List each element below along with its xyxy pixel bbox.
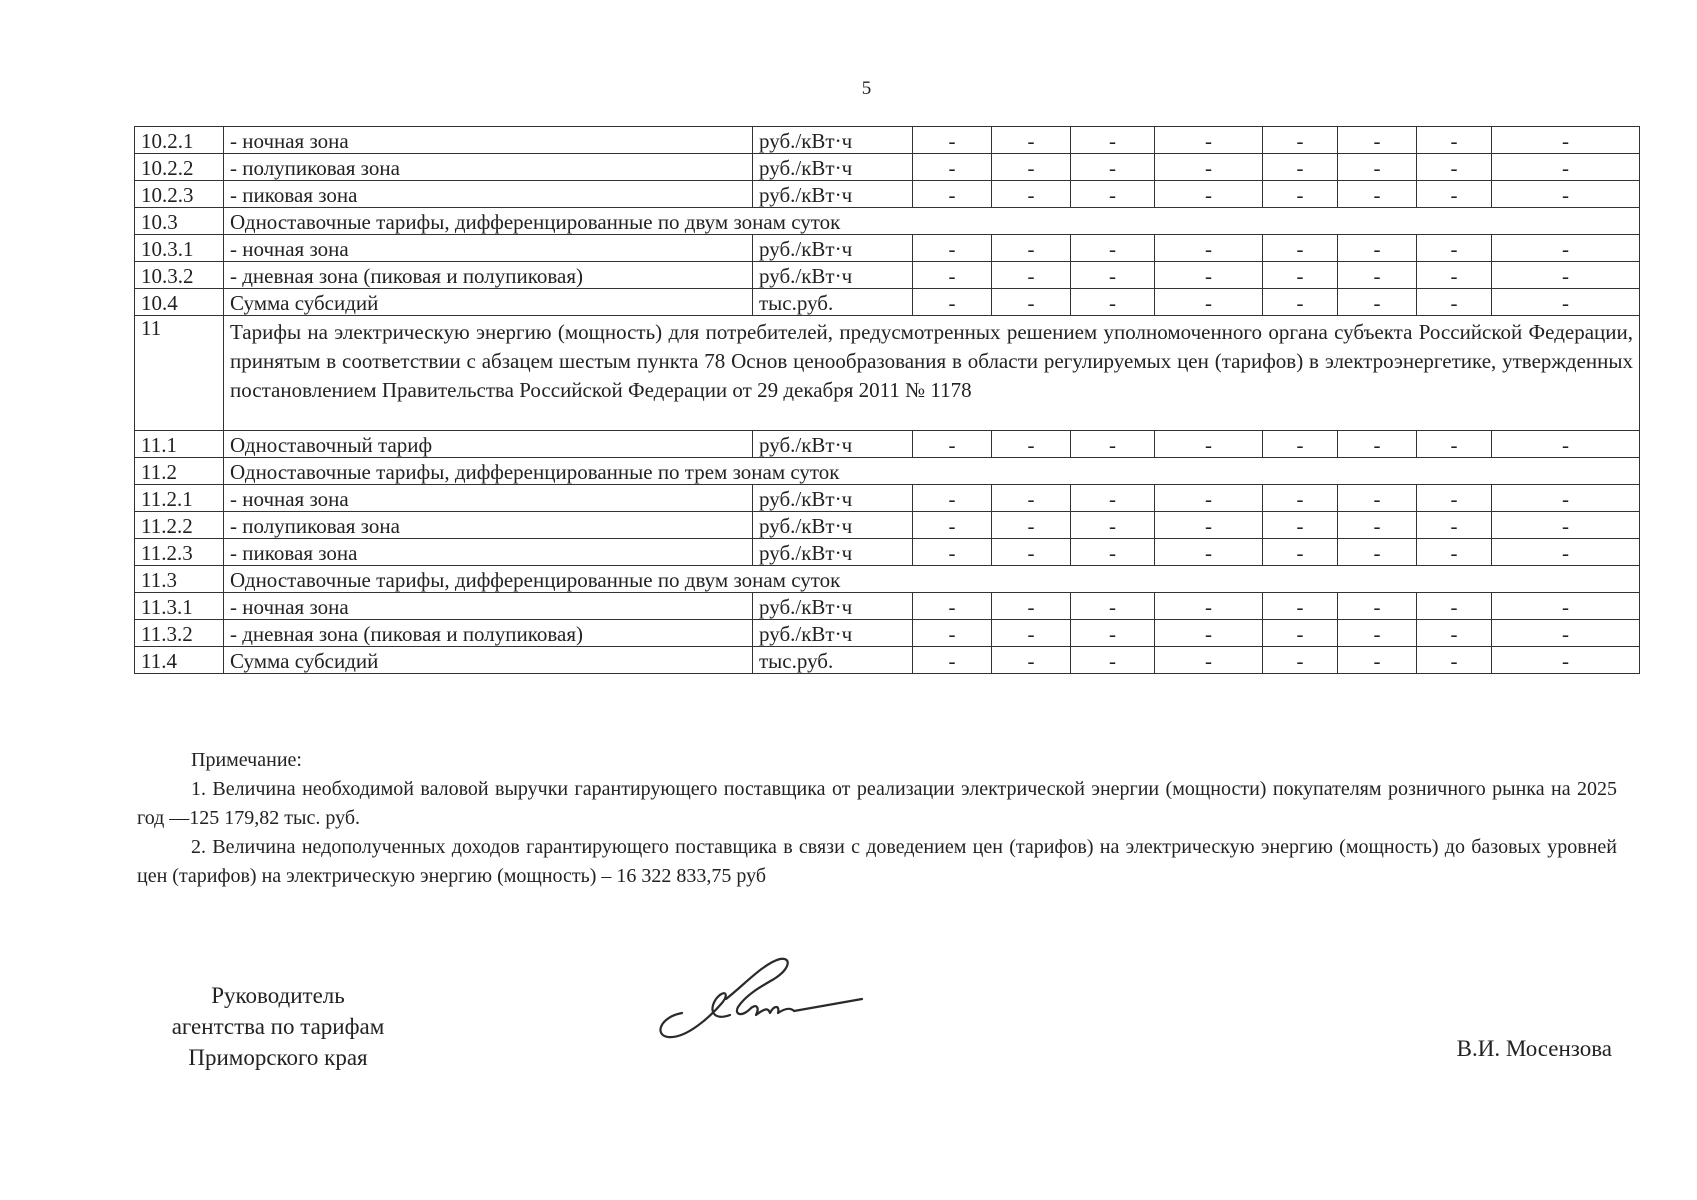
unit-cell: руб./кВт·ч xyxy=(753,620,913,647)
value-cell: - xyxy=(992,262,1071,289)
row-name-cell: Одноставочный тариф xyxy=(224,431,753,458)
row-number-cell: 10.2.1 xyxy=(135,127,224,154)
value-cell: - xyxy=(1071,539,1155,566)
row-number-cell: 11.2 xyxy=(135,458,224,485)
notes-heading: Примечание: xyxy=(191,749,302,771)
value-cell: - xyxy=(1263,235,1338,262)
value-cell: - xyxy=(1338,127,1417,154)
value-cell: - xyxy=(1492,262,1640,289)
value-cell: - xyxy=(1071,127,1155,154)
table-row xyxy=(135,620,1640,647)
section-description-cell: Тарифы на электрическую энергию (мощность) для потребителей, предусмотренных решением уполномоченного органа субъекта Российской Федерации, принятым в соответствии с абзацем шестым пункта 78 Основ ценообразования в области регулируемых цен (тарифов) в электроэнергетике, утвержденных постановлением Правительства Российской Федерации от 29 декабря 2011 № 1178 xyxy=(224,316,1640,431)
value-cell: - xyxy=(1417,647,1492,674)
value-cell: - xyxy=(992,127,1071,154)
value-cell: - xyxy=(1338,620,1417,647)
value-cell: - xyxy=(1155,539,1263,566)
value-cell: - xyxy=(1071,289,1155,316)
value-cell: - xyxy=(1263,647,1338,674)
value-cell: - xyxy=(1263,181,1338,208)
value-cell: - xyxy=(1492,235,1640,262)
unit-cell: руб./кВт·ч xyxy=(753,235,913,262)
section-heading-cell: Одноставочные тарифы, дифференцированные по трем зонам суток xyxy=(224,458,1640,485)
row-name-cell: - ночная зона xyxy=(224,593,753,620)
value-cell: - xyxy=(1492,181,1640,208)
value-cell: - xyxy=(1071,181,1155,208)
value-cell: - xyxy=(1155,262,1263,289)
value-cell: - xyxy=(1071,154,1155,181)
row-number-cell: 11.4 xyxy=(135,647,224,674)
value-cell: - xyxy=(1263,620,1338,647)
row-number-cell: 11.3 xyxy=(135,566,224,593)
value-cell: - xyxy=(1155,647,1263,674)
value-cell: - xyxy=(913,593,992,620)
value-cell: - xyxy=(913,647,992,674)
table-row xyxy=(135,316,1640,431)
row-number-cell: 10.4 xyxy=(135,289,224,316)
value-cell: - xyxy=(1417,485,1492,512)
value-cell: - xyxy=(992,431,1071,458)
table-row xyxy=(135,593,1640,620)
unit-cell: руб./кВт·ч xyxy=(753,431,913,458)
value-cell: - xyxy=(1155,512,1263,539)
row-number-cell: 11.3.1 xyxy=(135,593,224,620)
value-cell: - xyxy=(913,431,992,458)
table-row xyxy=(135,289,1640,316)
unit-cell: руб./кВт·ч xyxy=(753,593,913,620)
value-cell: - xyxy=(913,181,992,208)
unit-cell: руб./кВт·ч xyxy=(753,154,913,181)
value-cell: - xyxy=(1155,289,1263,316)
signatory-title xyxy=(128,980,428,1073)
row-name-cell: - ночная зона xyxy=(224,127,753,154)
value-cell: - xyxy=(1417,127,1492,154)
table-row xyxy=(135,235,1640,262)
row-number-cell: 11 xyxy=(135,316,224,431)
row-number-cell: 10.3.1 xyxy=(135,235,224,262)
table-row xyxy=(135,539,1640,566)
value-cell: - xyxy=(1417,154,1492,181)
signatory-title-line-1: Руководитель xyxy=(211,983,345,1008)
table-row xyxy=(135,154,1640,181)
value-cell: - xyxy=(992,620,1071,647)
value-cell: - xyxy=(1338,431,1417,458)
value-cell: - xyxy=(1071,620,1155,647)
table-row xyxy=(135,208,1640,235)
value-cell: - xyxy=(913,512,992,539)
signer-name: В.И. Мосензова xyxy=(1456,1036,1612,1061)
row-name-cell: - дневная зона (пиковая и полупиковая) xyxy=(224,620,753,647)
page-number: 5 xyxy=(861,78,872,99)
row-name-cell: - пиковая зона xyxy=(224,539,753,566)
value-cell: - xyxy=(1492,647,1640,674)
value-cell: - xyxy=(1338,181,1417,208)
table-row xyxy=(135,127,1640,154)
value-cell: - xyxy=(1417,593,1492,620)
notes-section xyxy=(137,746,1617,891)
value-cell: - xyxy=(1492,431,1640,458)
value-cell: - xyxy=(1155,127,1263,154)
value-cell: - xyxy=(1492,620,1640,647)
signatory-title-line-3: Приморского края xyxy=(188,1045,368,1070)
value-cell: - xyxy=(913,620,992,647)
row-name-cell: - ночная зона xyxy=(224,485,753,512)
value-cell: - xyxy=(1338,262,1417,289)
value-cell: - xyxy=(913,127,992,154)
unit-cell: руб./кВт·ч xyxy=(753,181,913,208)
value-cell: - xyxy=(1263,154,1338,181)
value-cell: - xyxy=(1155,620,1263,647)
row-number-cell: 10.3.2 xyxy=(135,262,224,289)
section-heading-cell: Одноставочные тарифы, дифференцированные по двум зонам суток xyxy=(224,208,1640,235)
value-cell: - xyxy=(1338,154,1417,181)
value-cell: - xyxy=(1263,127,1338,154)
value-cell: - xyxy=(1492,485,1640,512)
value-cell: - xyxy=(1071,431,1155,458)
table-row xyxy=(135,262,1640,289)
unit-cell: руб./кВт·ч xyxy=(753,127,913,154)
value-cell: - xyxy=(1417,431,1492,458)
value-cell: - xyxy=(1338,485,1417,512)
row-number-cell: 11.3.2 xyxy=(135,620,224,647)
value-cell: - xyxy=(1492,539,1640,566)
value-cell: - xyxy=(1155,593,1263,620)
value-cell: - xyxy=(1492,154,1640,181)
value-cell: - xyxy=(1071,485,1155,512)
value-cell: - xyxy=(1263,431,1338,458)
value-cell: - xyxy=(1155,485,1263,512)
unit-cell: руб./кВт·ч xyxy=(753,539,913,566)
handwritten-signature xyxy=(652,955,872,1055)
row-name-cell: - полупиковая зона xyxy=(224,154,753,181)
value-cell: - xyxy=(992,485,1071,512)
value-cell: - xyxy=(1417,620,1492,647)
row-number-cell: 10.2.2 xyxy=(135,154,224,181)
table-row xyxy=(135,458,1640,485)
row-name-cell: Сумма субсидий xyxy=(224,289,753,316)
unit-cell: тыс.руб. xyxy=(753,647,913,674)
row-number-cell: 10.2.3 xyxy=(135,181,224,208)
value-cell: - xyxy=(1417,512,1492,539)
table-row xyxy=(135,512,1640,539)
table-row xyxy=(135,485,1640,512)
value-cell: - xyxy=(1155,154,1263,181)
value-cell: - xyxy=(1263,289,1338,316)
section-heading-cell: Одноставочные тарифы, дифференцированные по двум зонам суток xyxy=(224,566,1640,593)
value-cell: - xyxy=(1417,235,1492,262)
value-cell: - xyxy=(913,262,992,289)
value-cell: - xyxy=(992,235,1071,262)
value-cell: - xyxy=(1071,647,1155,674)
value-cell: - xyxy=(992,647,1071,674)
value-cell: - xyxy=(1338,512,1417,539)
value-cell: - xyxy=(1492,127,1640,154)
value-cell: - xyxy=(1492,512,1640,539)
table-row xyxy=(135,431,1640,458)
value-cell: - xyxy=(1071,593,1155,620)
value-cell: - xyxy=(913,289,992,316)
value-cell: - xyxy=(992,593,1071,620)
value-cell: - xyxy=(1263,539,1338,566)
value-cell: - xyxy=(992,539,1071,566)
value-cell: - xyxy=(1492,593,1640,620)
row-number-cell: 10.3 xyxy=(135,208,224,235)
value-cell: - xyxy=(1263,593,1338,620)
unit-cell: руб./кВт·ч xyxy=(753,262,913,289)
value-cell: - xyxy=(913,235,992,262)
row-number-cell: 11.2.2 xyxy=(135,512,224,539)
value-cell: - xyxy=(1417,289,1492,316)
value-cell: - xyxy=(1492,289,1640,316)
value-cell: - xyxy=(913,485,992,512)
table-row xyxy=(135,181,1640,208)
value-cell: - xyxy=(992,154,1071,181)
value-cell: - xyxy=(913,539,992,566)
unit-cell: тыс.руб. xyxy=(753,289,913,316)
row-name-cell: - ночная зона xyxy=(224,235,753,262)
value-cell: - xyxy=(1338,235,1417,262)
value-cell: - xyxy=(1155,431,1263,458)
note-item-1: 1. Величина необходимой валовой выручки гарантирующего поставщика от реализации электрической энергии (мощности) покупателям розничного рынка на 2025 год —125 179,82 тыс. руб. xyxy=(137,778,1617,829)
unit-cell: руб./кВт·ч xyxy=(753,512,913,539)
value-cell: - xyxy=(1263,262,1338,289)
value-cell: - xyxy=(1338,593,1417,620)
value-cell: - xyxy=(1417,539,1492,566)
value-cell: - xyxy=(992,181,1071,208)
value-cell: - xyxy=(1071,512,1155,539)
value-cell: - xyxy=(1071,262,1155,289)
note-item-2: 2. Величина недополученных доходов гарантирующего поставщика в связи с доведением цен (тарифов) на электрическую энергию (мощность) до базовых уровней цен (тарифов) на электрическую энергию (мощность) – 16 322 833,75 руб xyxy=(137,836,1617,887)
row-name-cell: - дневная зона (пиковая и полупиковая) xyxy=(224,262,753,289)
value-cell: - xyxy=(992,512,1071,539)
value-cell: - xyxy=(1263,485,1338,512)
value-cell: - xyxy=(992,289,1071,316)
value-cell: - xyxy=(1417,262,1492,289)
value-cell: - xyxy=(1338,289,1417,316)
value-cell: - xyxy=(1263,512,1338,539)
value-cell: - xyxy=(1155,181,1263,208)
unit-cell: руб./кВт·ч xyxy=(753,485,913,512)
value-cell: - xyxy=(1338,539,1417,566)
tariff-table-body xyxy=(135,127,1640,674)
value-cell: - xyxy=(1338,647,1417,674)
value-cell: - xyxy=(1071,235,1155,262)
value-cell: - xyxy=(1155,235,1263,262)
value-cell: - xyxy=(913,154,992,181)
table-row xyxy=(135,566,1640,593)
row-name-cell: - пиковая зона xyxy=(224,181,753,208)
signatory-title-line-2: агентства по тарифам xyxy=(171,1014,385,1039)
table-row xyxy=(135,647,1640,674)
row-name-cell: - полупиковая зона xyxy=(224,512,753,539)
row-number-cell: 11.2.1 xyxy=(135,485,224,512)
row-number-cell: 11.1 xyxy=(135,431,224,458)
row-name-cell: Сумма субсидий xyxy=(224,647,753,674)
tariff-table xyxy=(134,126,1640,674)
value-cell: - xyxy=(1417,181,1492,208)
row-number-cell: 11.2.3 xyxy=(135,539,224,566)
